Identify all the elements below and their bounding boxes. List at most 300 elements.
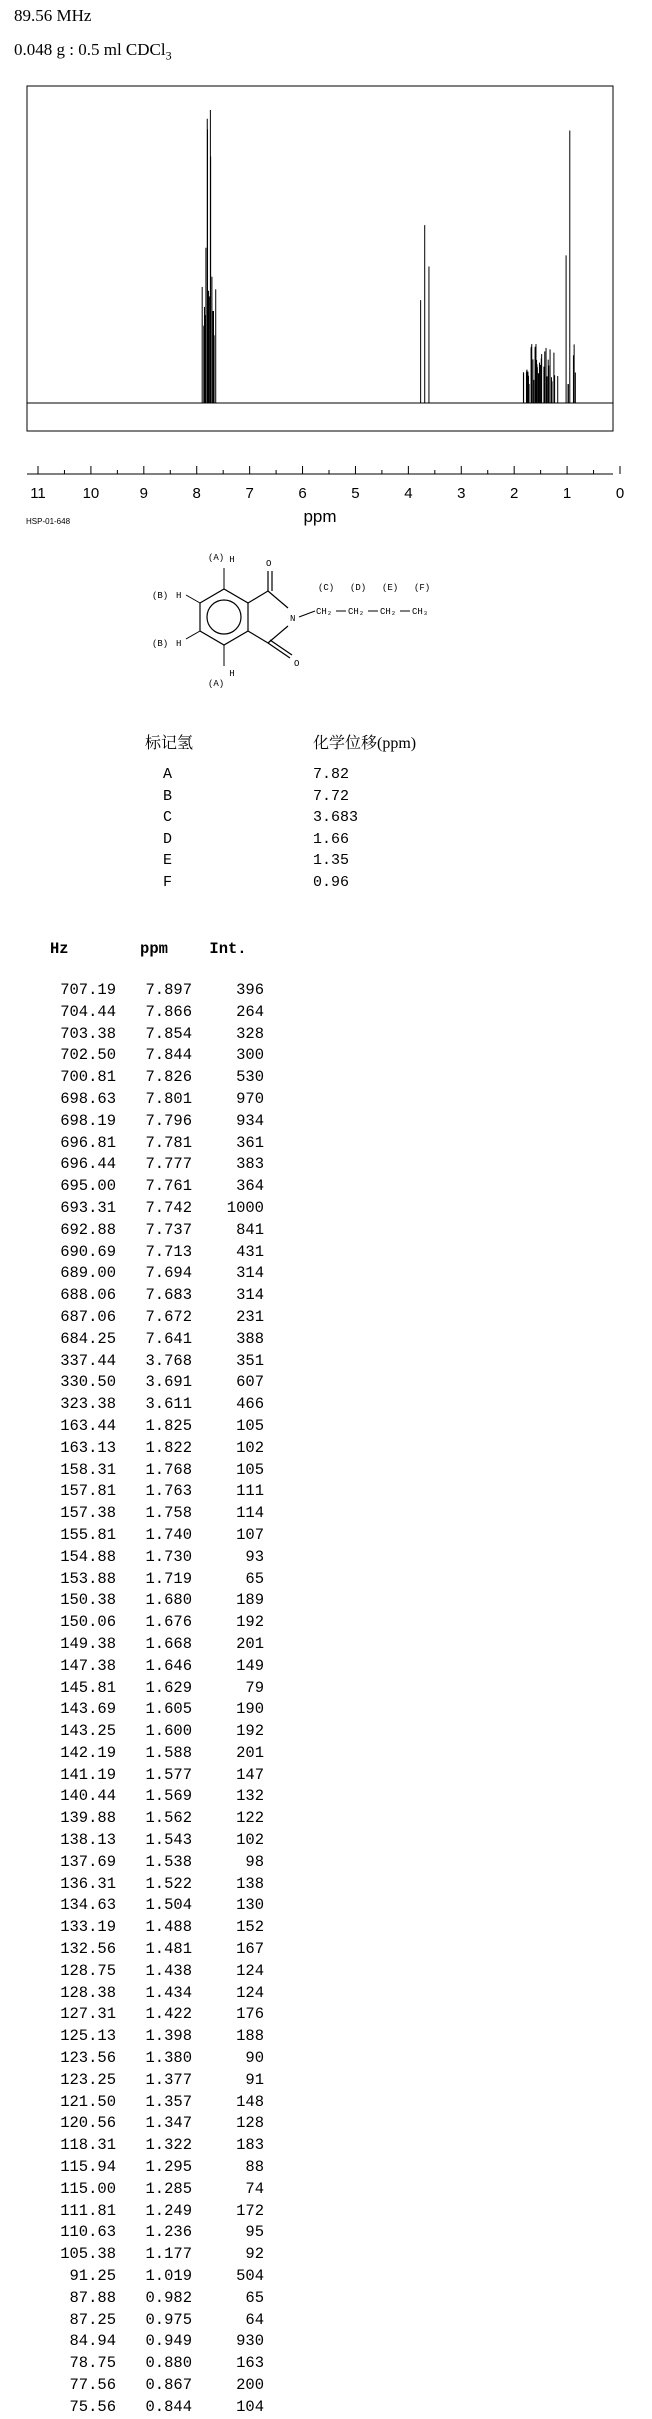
peak-hz: 150.38 bbox=[60, 1591, 116, 1610]
peak-intensity: 114 bbox=[236, 1504, 264, 1523]
peak-ppm: 0.867 bbox=[145, 2376, 192, 2394]
peak-intensity: 189 bbox=[236, 1591, 264, 1610]
chemical-shift-value: 0.96 bbox=[313, 873, 350, 891]
peak-hz: 140.44 bbox=[60, 1787, 116, 1806]
peak-hz: 698.19 bbox=[60, 1111, 116, 1130]
peak-ppm: 1.562 bbox=[145, 1809, 192, 1828]
x-axis-tick-labels bbox=[30, 485, 624, 502]
peak-intensity: 841 bbox=[236, 1220, 264, 1239]
peak-intensity: 176 bbox=[236, 2005, 264, 2024]
peak-intensity: 104 bbox=[236, 2397, 264, 2416]
x-tick-label: 3 bbox=[457, 485, 466, 502]
peak-intensity: 192 bbox=[236, 1722, 264, 1741]
peak-intensity: 388 bbox=[236, 1329, 264, 1348]
x-tick-label: 11 bbox=[30, 485, 46, 502]
peak-ppm: 1.504 bbox=[145, 1896, 192, 1915]
group-ch2-c: CH₂ bbox=[316, 607, 333, 617]
spectrum-code: HSP-01-648 bbox=[26, 517, 71, 526]
peak-intensity: 431 bbox=[236, 1242, 264, 1261]
peak-ppm: 1.481 bbox=[145, 1940, 192, 1959]
peak-intensity: 200 bbox=[236, 2376, 264, 2394]
table-row bbox=[40, 1808, 264, 1830]
peak-intensity: 314 bbox=[236, 1264, 264, 1283]
peak-hz: 698.63 bbox=[60, 1089, 116, 1108]
chemical-shift-value: 7.72 bbox=[313, 787, 350, 805]
sample-subscript: 3 bbox=[165, 48, 172, 63]
label-a-top: (A) bbox=[208, 553, 225, 563]
shift-assignment-table bbox=[145, 730, 416, 893]
peak-ppm: 1.438 bbox=[145, 1961, 192, 1980]
peak-ppm: 1.488 bbox=[145, 1918, 192, 1937]
atom-h: H bbox=[229, 669, 235, 679]
peak-intensity: 74 bbox=[245, 2179, 264, 2198]
assignment-row bbox=[145, 764, 416, 786]
table-row bbox=[40, 1503, 264, 1525]
peak-hz: 323.38 bbox=[60, 1395, 116, 1414]
assignment-row bbox=[145, 850, 416, 872]
peak-intensity: 188 bbox=[236, 2027, 264, 2046]
peak-hz: 78.75 bbox=[69, 2354, 116, 2373]
peak-ppm: 0.982 bbox=[145, 2288, 192, 2307]
peak-hz: 134.63 bbox=[60, 1896, 116, 1915]
peak-intensity: 300 bbox=[236, 1046, 264, 1065]
label-e: (E) bbox=[382, 583, 399, 593]
x-axis-ticks bbox=[38, 466, 620, 474]
peak-hz: 149.38 bbox=[60, 1634, 116, 1653]
peak-ppm: 1.522 bbox=[145, 1874, 192, 1893]
peak-ppm: 1.177 bbox=[145, 2245, 192, 2264]
hydrogen-label: F bbox=[163, 873, 173, 891]
peak-ppm: 1.285 bbox=[145, 2179, 192, 2198]
table-row bbox=[40, 1089, 264, 1111]
table-row bbox=[40, 2201, 264, 2223]
peak-intensity: 466 bbox=[236, 1395, 264, 1414]
table-row bbox=[40, 2004, 264, 2026]
peak-hz: 692.88 bbox=[60, 1220, 116, 1239]
peak-intensity: 167 bbox=[236, 1940, 264, 1959]
peak-ppm: 1.019 bbox=[145, 2267, 192, 2286]
peak-intensity: 504 bbox=[236, 2267, 264, 2286]
table-row bbox=[40, 1067, 264, 1089]
peak-intensity: 172 bbox=[236, 2201, 264, 2220]
table-row bbox=[40, 1438, 264, 1460]
hydrogen-label: C bbox=[163, 809, 173, 827]
peak-intensity: 124 bbox=[236, 1961, 264, 1980]
x-tick-label: 2 bbox=[510, 485, 519, 502]
table-row bbox=[40, 1678, 264, 1700]
peak-intensity: 934 bbox=[236, 1111, 264, 1130]
atom-n: N bbox=[290, 614, 296, 624]
peak-intensity: 102 bbox=[236, 1438, 264, 1457]
peak-hz: 150.06 bbox=[60, 1613, 116, 1632]
peak-ppm: 1.295 bbox=[145, 2158, 192, 2177]
peak-intensity: 92 bbox=[245, 2245, 264, 2264]
peak-intensity: 93 bbox=[245, 1547, 264, 1566]
atom-h: H bbox=[229, 555, 235, 565]
peak-ppm: 1.730 bbox=[145, 1547, 192, 1566]
peak-hz: 125.13 bbox=[60, 2027, 116, 2046]
group-ch3-f: CH₃ bbox=[412, 607, 429, 617]
peak-hz: 121.50 bbox=[60, 2092, 116, 2111]
peak-ppm: 1.249 bbox=[145, 2201, 192, 2220]
table-row bbox=[40, 1416, 264, 1438]
peak-ppm: 7.713 bbox=[145, 1242, 192, 1261]
peak-intensity: 192 bbox=[236, 1613, 264, 1632]
table-row bbox=[40, 1961, 264, 1983]
molecule-structure bbox=[100, 548, 500, 718]
table-row bbox=[40, 2397, 264, 2419]
table-row bbox=[40, 1154, 264, 1176]
nmr-spectrum-chart bbox=[0, 80, 652, 540]
peak-ppm: 7.796 bbox=[145, 1111, 192, 1130]
table-row bbox=[40, 1372, 264, 1394]
peak-hz: 87.25 bbox=[69, 2310, 116, 2329]
peak-intensity: 98 bbox=[245, 1852, 264, 1871]
peak-hz: 138.13 bbox=[60, 1831, 116, 1850]
peak-hz: 84.94 bbox=[69, 2332, 116, 2351]
peak-intensity: 152 bbox=[236, 1918, 264, 1937]
peak-hz: 87.88 bbox=[69, 2288, 116, 2307]
hydrogen-label: E bbox=[163, 852, 173, 870]
chemical-shift-value: 3.683 bbox=[313, 809, 359, 827]
table-row bbox=[40, 1002, 264, 1024]
peak-ppm: 7.781 bbox=[145, 1133, 192, 1152]
hydrogen-label: A bbox=[163, 766, 173, 784]
table-row bbox=[40, 2375, 264, 2397]
peak-hz: 158.31 bbox=[60, 1460, 116, 1479]
sample-text: 0.048 g : 0.5 ml CDCl bbox=[14, 40, 166, 59]
peak-ppm: 1.600 bbox=[145, 1722, 192, 1741]
peak-ppm: 7.672 bbox=[145, 1307, 192, 1326]
peak-intensity: 130 bbox=[236, 1896, 264, 1915]
peak-ppm: 0.880 bbox=[145, 2354, 192, 2373]
peak-hz: 337.44 bbox=[60, 1351, 116, 1370]
peak-ppm: 7.777 bbox=[145, 1155, 192, 1174]
table-row bbox=[40, 1329, 264, 1351]
peak-intensity: 383 bbox=[236, 1155, 264, 1174]
peak-intensity: 148 bbox=[236, 2092, 264, 2111]
peak-intensity: 530 bbox=[236, 1068, 264, 1087]
table-row bbox=[40, 1176, 264, 1198]
peak-intensity: 190 bbox=[236, 1700, 264, 1719]
peak-hz: 155.81 bbox=[60, 1525, 116, 1544]
peak-ppm: 1.577 bbox=[145, 1765, 192, 1784]
label-f: (F) bbox=[414, 583, 431, 593]
peak-hz: 163.13 bbox=[60, 1438, 116, 1457]
peak-ppm: 0.975 bbox=[145, 2310, 192, 2329]
table-row bbox=[40, 1045, 264, 1067]
peak-hz: 693.31 bbox=[60, 1198, 116, 1217]
peak-ppm: 7.897 bbox=[145, 981, 192, 999]
peak-hz: 77.56 bbox=[69, 2376, 116, 2394]
peak-intensity: 111 bbox=[236, 1482, 264, 1501]
peak-hz: 120.56 bbox=[60, 2114, 116, 2133]
label-c: (C) bbox=[318, 583, 335, 593]
x-tick-label: 6 bbox=[298, 485, 307, 502]
atom-o: O bbox=[294, 659, 300, 669]
peak-hz: 136.31 bbox=[60, 1874, 116, 1893]
x-tick-label: 0 bbox=[615, 485, 625, 502]
peak-ppm: 7.826 bbox=[145, 1068, 192, 1087]
peak-hz: 700.81 bbox=[60, 1068, 116, 1087]
peak-intensity: 264 bbox=[236, 1002, 264, 1021]
table-row bbox=[40, 1895, 264, 1917]
peak-hz: 154.88 bbox=[60, 1547, 116, 1566]
x-tick-label: 8 bbox=[192, 485, 201, 502]
peak-ppm: 3.611 bbox=[145, 1395, 192, 1414]
peak-hz: 133.19 bbox=[60, 1918, 116, 1937]
peak-hz: 684.25 bbox=[60, 1329, 116, 1348]
table-row bbox=[40, 2244, 264, 2266]
peak-intensity: 314 bbox=[236, 1286, 264, 1305]
header-int: Int. bbox=[209, 940, 247, 958]
peak-ppm: 1.588 bbox=[145, 1743, 192, 1762]
peak-intensity: 132 bbox=[236, 1787, 264, 1806]
table-row bbox=[40, 1874, 264, 1896]
table-row bbox=[40, 2026, 264, 2048]
peak-hz: 702.50 bbox=[60, 1046, 116, 1065]
hydrogen-label: D bbox=[163, 830, 173, 848]
atom-o: O bbox=[266, 559, 272, 569]
label-b-top: (B) bbox=[152, 591, 169, 601]
group-ch2-d: CH₂ bbox=[348, 607, 365, 617]
table-row bbox=[40, 2179, 264, 2201]
table-row bbox=[40, 1852, 264, 1874]
table-row bbox=[40, 1656, 264, 1678]
peak-hz: 703.38 bbox=[60, 1024, 116, 1043]
peak-ppm: 1.680 bbox=[145, 1591, 192, 1610]
peak-intensity: 88 bbox=[245, 2158, 264, 2177]
peak-ppm: 1.605 bbox=[145, 1700, 192, 1719]
peak-intensity: 105 bbox=[236, 1416, 264, 1435]
peak-ppm: 1.543 bbox=[145, 1831, 192, 1850]
table-row bbox=[40, 1569, 264, 1591]
peak-intensity: 328 bbox=[236, 1024, 264, 1043]
peak-ppm: 7.761 bbox=[145, 1177, 192, 1196]
table-row bbox=[40, 1351, 264, 1373]
peak-ppm: 1.236 bbox=[145, 2223, 192, 2242]
atom-h: H bbox=[176, 591, 182, 601]
table-row bbox=[40, 2157, 264, 2179]
header-ppm: ppm bbox=[140, 940, 168, 958]
peak-hz: 115.94 bbox=[60, 2158, 116, 2177]
peak-hz: 115.00 bbox=[60, 2179, 116, 2198]
peak-intensity: 1000 bbox=[226, 1198, 264, 1217]
peak-intensity: 105 bbox=[236, 1460, 264, 1479]
peak-hz: 163.44 bbox=[60, 1416, 116, 1435]
peak-ppm: 1.629 bbox=[145, 1678, 192, 1697]
spectrometer-frequency: 89.56 MHz bbox=[14, 6, 92, 25]
table-row bbox=[40, 2353, 264, 2375]
assignment-row bbox=[145, 807, 416, 829]
peak-intensity: 231 bbox=[236, 1307, 264, 1326]
x-tick-label: 5 bbox=[351, 485, 360, 502]
label-b-bottom: (B) bbox=[152, 639, 169, 649]
peak-hz: 157.81 bbox=[60, 1482, 116, 1501]
bond bbox=[268, 591, 288, 608]
assignment-row bbox=[145, 872, 416, 894]
table-row bbox=[40, 1547, 264, 1569]
atom-h: H bbox=[176, 639, 182, 649]
peak-hz: 330.50 bbox=[60, 1373, 116, 1392]
peak-ppm: 1.434 bbox=[145, 1983, 192, 2002]
peak-list-table bbox=[40, 940, 264, 2419]
peak-hz: 139.88 bbox=[60, 1809, 116, 1828]
peak-hz: 707.19 bbox=[60, 981, 116, 999]
peak-ppm: 1.740 bbox=[145, 1525, 192, 1544]
peak-ppm: 1.398 bbox=[145, 2027, 192, 2046]
table-row bbox=[40, 1786, 264, 1808]
peak-hz: 153.88 bbox=[60, 1569, 116, 1588]
table-row bbox=[40, 1307, 264, 1329]
peak-intensity: 361 bbox=[236, 1133, 264, 1152]
table-row bbox=[40, 1765, 264, 1787]
peak-hz: 695.00 bbox=[60, 1177, 116, 1196]
table-row bbox=[40, 980, 264, 1002]
peak-intensity: 149 bbox=[236, 1656, 264, 1675]
peak-ppm: 1.357 bbox=[145, 2092, 192, 2111]
peak-hz: 689.00 bbox=[60, 1264, 116, 1283]
table-row bbox=[40, 2288, 264, 2310]
peak-ppm: 1.825 bbox=[145, 1416, 192, 1435]
table-row bbox=[40, 2070, 264, 2092]
peak-ppm: 3.768 bbox=[145, 1351, 192, 1370]
x-tick-label: 7 bbox=[245, 485, 254, 502]
x-tick-label: 1 bbox=[562, 485, 572, 502]
peak-intensity: 122 bbox=[236, 1809, 264, 1828]
table-row bbox=[40, 1285, 264, 1307]
peak-hz: 687.06 bbox=[60, 1307, 116, 1326]
carbonyl-bond bbox=[270, 640, 292, 655]
chemical-shift-value: 1.66 bbox=[313, 830, 350, 848]
x-tick-label: 9 bbox=[139, 485, 148, 502]
peak-intensity: 65 bbox=[245, 2288, 264, 2307]
table-row bbox=[40, 2092, 264, 2114]
table-row bbox=[40, 2048, 264, 2070]
table-row bbox=[40, 1394, 264, 1416]
peak-ppm: 1.822 bbox=[145, 1438, 192, 1457]
peak-intensity: 64 bbox=[245, 2310, 264, 2329]
peak-ppm: 1.676 bbox=[145, 1613, 192, 1632]
assignment-row bbox=[145, 786, 416, 808]
peak-hz: 696.44 bbox=[60, 1155, 116, 1174]
peak-hz: 141.19 bbox=[60, 1765, 116, 1784]
peak-intensity: 65 bbox=[245, 1569, 264, 1588]
table-row bbox=[40, 1939, 264, 1961]
peak-ppm: 1.422 bbox=[145, 2005, 192, 2024]
peak-hz: 110.63 bbox=[60, 2223, 116, 2242]
peak-ppm: 1.668 bbox=[145, 1634, 192, 1653]
peak-hz: 105.38 bbox=[60, 2245, 116, 2264]
chemical-shift-value: 1.35 bbox=[313, 852, 350, 870]
label-a-bottom: (A) bbox=[208, 679, 225, 689]
table-row bbox=[40, 1743, 264, 1765]
peak-ppm: 7.801 bbox=[145, 1089, 192, 1108]
peak-ppm: 1.538 bbox=[145, 1852, 192, 1871]
peak-intensity: 351 bbox=[236, 1351, 264, 1370]
peak-ppm: 1.768 bbox=[145, 1460, 192, 1479]
peak-intensity: 95 bbox=[245, 2223, 264, 2242]
group-ch2-e: CH₂ bbox=[380, 607, 397, 617]
peak-intensity: 201 bbox=[236, 1634, 264, 1653]
table-row bbox=[40, 1242, 264, 1264]
x-tick-label: 10 bbox=[82, 485, 100, 502]
peak-hz: 690.69 bbox=[60, 1242, 116, 1261]
bond bbox=[248, 631, 268, 643]
peak-hz: 147.38 bbox=[60, 1656, 116, 1675]
peak-ppm: 1.347 bbox=[145, 2114, 192, 2133]
table-row bbox=[40, 1111, 264, 1133]
header-hz: Hz bbox=[50, 940, 69, 958]
peak-ppm: 7.866 bbox=[145, 1002, 192, 1021]
table-row bbox=[40, 1917, 264, 1939]
table-row bbox=[40, 1721, 264, 1743]
chemical-shift-value: 7.82 bbox=[313, 766, 350, 784]
table-row bbox=[40, 2135, 264, 2157]
peak-ppm: 1.322 bbox=[145, 2136, 192, 2155]
table-row bbox=[40, 1830, 264, 1852]
assignment-row bbox=[145, 829, 416, 851]
peak-intensity: 102 bbox=[236, 1831, 264, 1850]
table-row bbox=[40, 2222, 264, 2244]
peak-header-row bbox=[40, 940, 264, 980]
peak-intensity: 79 bbox=[245, 1678, 264, 1697]
peak-ppm: 1.646 bbox=[145, 1656, 192, 1675]
table-row bbox=[40, 1481, 264, 1503]
peak-intensity: 970 bbox=[236, 1089, 264, 1108]
bond bbox=[186, 631, 200, 639]
peak-intensity: 163 bbox=[236, 2354, 264, 2373]
peak-ppm: 1.380 bbox=[145, 2049, 192, 2068]
peak-intensity: 364 bbox=[236, 1177, 264, 1196]
header-chemical-shift: 化学位移(ppm) bbox=[313, 735, 417, 752]
header-labeled-hydrogen: 标记氢 bbox=[145, 735, 194, 752]
hydrogen-label: B bbox=[163, 787, 173, 805]
table-row bbox=[40, 1133, 264, 1155]
peak-ppm: 7.683 bbox=[145, 1286, 192, 1305]
peak-intensity: 147 bbox=[236, 1765, 264, 1784]
peak-intensity: 201 bbox=[236, 1743, 264, 1762]
peak-hz: 143.25 bbox=[60, 1722, 116, 1741]
peak-intensity: 607 bbox=[236, 1373, 264, 1392]
peak-ppm: 7.854 bbox=[145, 1024, 192, 1043]
peak-hz: 91.25 bbox=[69, 2267, 116, 2286]
peak-intensity: 107 bbox=[236, 1525, 264, 1544]
peak-hz: 123.56 bbox=[60, 2049, 116, 2068]
aromatic-circle bbox=[207, 600, 241, 634]
peak-intensity: 138 bbox=[236, 1874, 264, 1893]
peak-ppm: 0.949 bbox=[145, 2332, 192, 2351]
peak-intensity: 930 bbox=[236, 2332, 264, 2351]
table-row bbox=[40, 1024, 264, 1046]
peak-hz: 132.56 bbox=[60, 1940, 116, 1959]
peak-hz: 118.31 bbox=[60, 2136, 116, 2155]
table-row bbox=[40, 2310, 264, 2332]
peak-intensity: 128 bbox=[236, 2114, 264, 2133]
table-row bbox=[40, 2113, 264, 2135]
table-row bbox=[40, 1220, 264, 1242]
peak-ppm: 0.844 bbox=[145, 2397, 192, 2416]
peak-ppm: 1.763 bbox=[145, 1482, 192, 1501]
peak-ppm: 3.691 bbox=[145, 1373, 192, 1392]
spectrum-peaks bbox=[202, 110, 575, 403]
table-row bbox=[40, 1525, 264, 1547]
plot-frame bbox=[27, 86, 613, 431]
peak-ppm: 7.844 bbox=[145, 1046, 192, 1065]
peak-ppm: 1.569 bbox=[145, 1787, 192, 1806]
table-row bbox=[40, 1460, 264, 1482]
peak-ppm: 1.758 bbox=[145, 1504, 192, 1523]
